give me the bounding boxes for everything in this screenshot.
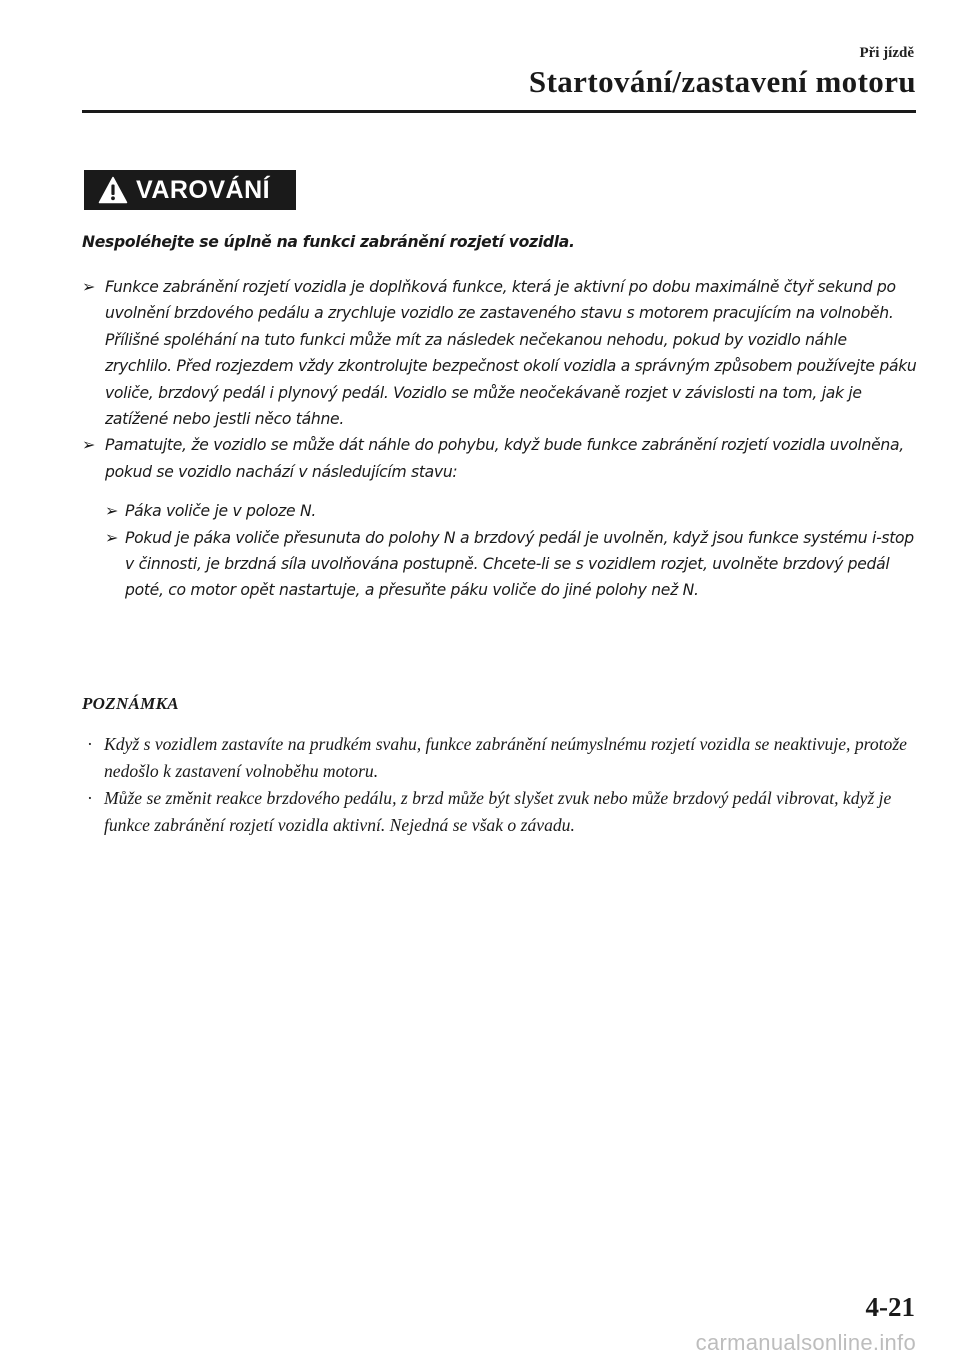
note-item [82,785,922,839]
arrow-bullet-icon: ➢ [82,435,96,455]
arrow-bullet-icon: ➢ [82,277,96,296]
warning-subitem-text: Pokud je páka voliče přesunuta do polohy N a brzdový pedál je uvolněn, když jsou funkce systému i-stop v činnosti, je brzdná síla uvolňována postupně. Chcete-li se s vozidlem rozjet, uvolněte brzdový pedál poté, co motor opět nastartuje, a přesuňte páku voliče do jiné polohy než N. [125,528,914,600]
note-item [82,731,922,785]
warning-sublist [105,498,917,604]
note-heading: POZNÁMKA [82,694,179,713]
warning-item-text: Pamatujte, že vozidlo se může dát náhle do pohybu, když bude funkce zabránění rozjetí vozidla uvolněna, pokud se vozidlo nachází v následujícím stavu: [105,436,904,481]
warning-subitem [105,498,917,524]
warning-list [82,274,917,604]
warning-label: VAROVÁNÍ [136,175,271,204]
arrow-bullet-icon: ➢ [105,527,119,547]
dot-bullet-icon: · [87,734,93,754]
page-title: Startování/zastavení motoru [528,64,916,99]
note-item-text: Může se změnit reakce brzdového pedálu, z brzd může být slyšet zvuk nebo může brzdový pedál vibrovat, když je funkce zabránění rozjetí vozidla aktivní. Nejedná se však o závadu. [104,788,892,835]
section-label: Při jízdě [859,45,914,61]
warning-item [82,432,917,603]
note-list [82,731,922,839]
watermark: carmanualsonline.info [695,1330,916,1355]
dot-bullet-icon: · [87,788,93,808]
warning-subitem [105,525,917,604]
page-number: 4-21 [865,1292,915,1322]
warning-item [82,274,917,432]
warning-heading: Nespoléhejte se úplně na funkci zabránění rozjetí vozidla. [82,233,575,251]
warning-subitem-text: Páka voliče je v poloze N. [125,502,316,521]
warning-banner [84,170,296,210]
arrow-bullet-icon: ➢ [105,501,119,521]
warning-triangle-icon [98,176,128,204]
title-rule [82,110,916,113]
note-item-text: Když s vozidlem zastavíte na prudkém svahu, funkce zabránění neúmyslnému rozjetí vozidla se neaktivuje, protože nedošlo k zastavení volnoběhu motoru. [104,734,907,781]
warning-item-text: Funkce zabránění rozjetí vozidla je doplňková funkce, která je aktivní po dobu maximálně čtyř sekund po uvolnění brzdového pedálu a zrychluje vozidlo ze zastaveného stavu s motorem pracujícím na volnoběh. Přílišné spoléhání na tuto funkci může mít za následek nečekanou nehodu, pokud by vozidlo náhle zrychlilo. Před rozjezdem vždy zkontrolujte bezpečnost okolí vozidla a správným způsobem používejte páku voliče, brzdový pedál i plynový pedál. Vozidlo se může neočekávaně rozjet v závislosti na tom, jak je zatížené nebo jestli něco táhne. [105,278,917,429]
